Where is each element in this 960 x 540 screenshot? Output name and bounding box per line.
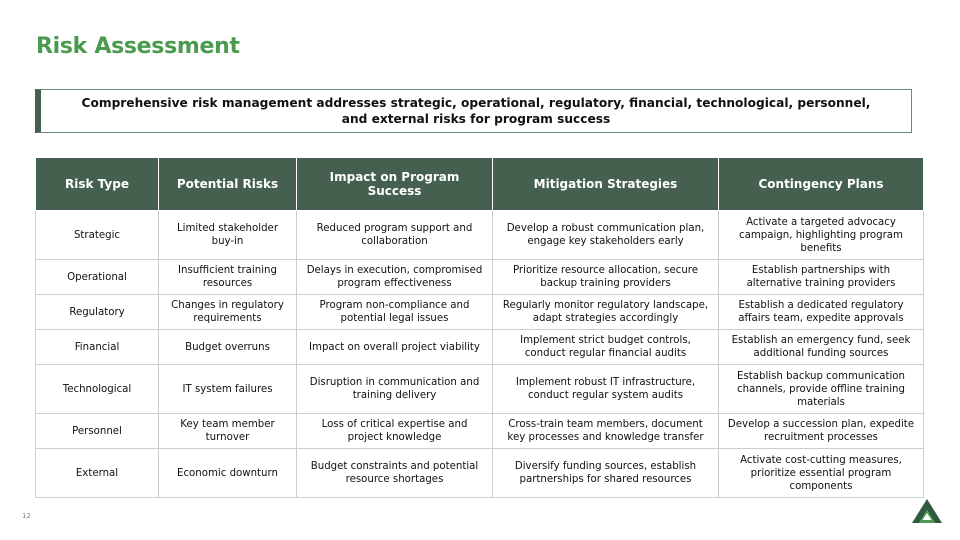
table-cell: Activate a targeted advocacy campaign, highlighting program benefits (719, 211, 924, 260)
table-row (36, 295, 924, 330)
table-row (36, 260, 924, 295)
table-cell: IT system failures (159, 365, 297, 414)
table-cell: External (36, 449, 159, 498)
table-cell: Cross-train team members, document key processes and knowledge transfer (493, 414, 719, 449)
table-cell: Develop a succession plan, expedite recruitment processes (719, 414, 924, 449)
table-cell: Technological (36, 365, 159, 414)
table-row (36, 330, 924, 365)
header-potential-risks: Potential Risks (159, 158, 297, 211)
table-cell: Diversify funding sources, establish partnerships for shared resources (493, 449, 719, 498)
table-cell: Reduced program support and collaboration (297, 211, 493, 260)
page-number: 12 (22, 512, 31, 520)
summary-callout (35, 89, 912, 133)
table-row (36, 211, 924, 260)
risk-assessment-table (35, 157, 924, 498)
table-cell: Economic downturn (159, 449, 297, 498)
table-cell: Establish backup communication channels, provide offline training materials (719, 365, 924, 414)
mountain-logo-icon (911, 498, 943, 524)
header-risk-type: Risk Type (36, 158, 159, 211)
table-cell: Personnel (36, 414, 159, 449)
table-cell: Regulatory (36, 295, 159, 330)
table-row (36, 414, 924, 449)
table-cell: Operational (36, 260, 159, 295)
table-cell: Establish an emergency fund, seek additional funding sources (719, 330, 924, 365)
header-mitigation: Mitigation Strategies (493, 158, 719, 211)
table-cell: Insufficient training resources (159, 260, 297, 295)
table-cell: Budget overruns (159, 330, 297, 365)
table-cell: Implement strict budget controls, conduct regular financial audits (493, 330, 719, 365)
table-cell: Limited stakeholder buy-in (159, 211, 297, 260)
table-cell: Changes in regulatory requirements (159, 295, 297, 330)
table-cell: Key team member turnover (159, 414, 297, 449)
table-cell: Implement robust IT infrastructure, conduct regular system audits (493, 365, 719, 414)
page-title: Risk Assessment (36, 34, 240, 59)
table-cell: Financial (36, 330, 159, 365)
table-cell: Program non-compliance and potential legal issues (297, 295, 493, 330)
table-cell: Develop a robust communication plan, engage key stakeholders early (493, 211, 719, 260)
table-cell: Establish partnerships with alternative training providers (719, 260, 924, 295)
table-cell: Strategic (36, 211, 159, 260)
header-impact: Impact on Program Success (297, 158, 493, 211)
table-cell: Prioritize resource allocation, secure backup training providers (493, 260, 719, 295)
table-cell: Establish a dedicated regulatory affairs team, expedite approvals (719, 295, 924, 330)
table-cell: Regularly monitor regulatory landscape, adapt strategies accordingly (493, 295, 719, 330)
table-cell: Budget constraints and potential resource shortages (297, 449, 493, 498)
header-contingency: Contingency Plans (719, 158, 924, 211)
table-cell: Activate cost-cutting measures, prioritize essential program components (719, 449, 924, 498)
table-cell: Impact on overall project viability (297, 330, 493, 365)
table-cell: Loss of critical expertise and project knowledge (297, 414, 493, 449)
table-cell: Delays in execution, compromised program effectiveness (297, 260, 493, 295)
table-header-row (36, 158, 924, 211)
table-row (36, 449, 924, 498)
table-row (36, 365, 924, 414)
table-cell: Disruption in communication and training delivery (297, 365, 493, 414)
summary-callout-text: Comprehensive risk management addresses strategic, operational, regulatory, financial, technological, personnel, and external risks for program success (81, 96, 871, 126)
